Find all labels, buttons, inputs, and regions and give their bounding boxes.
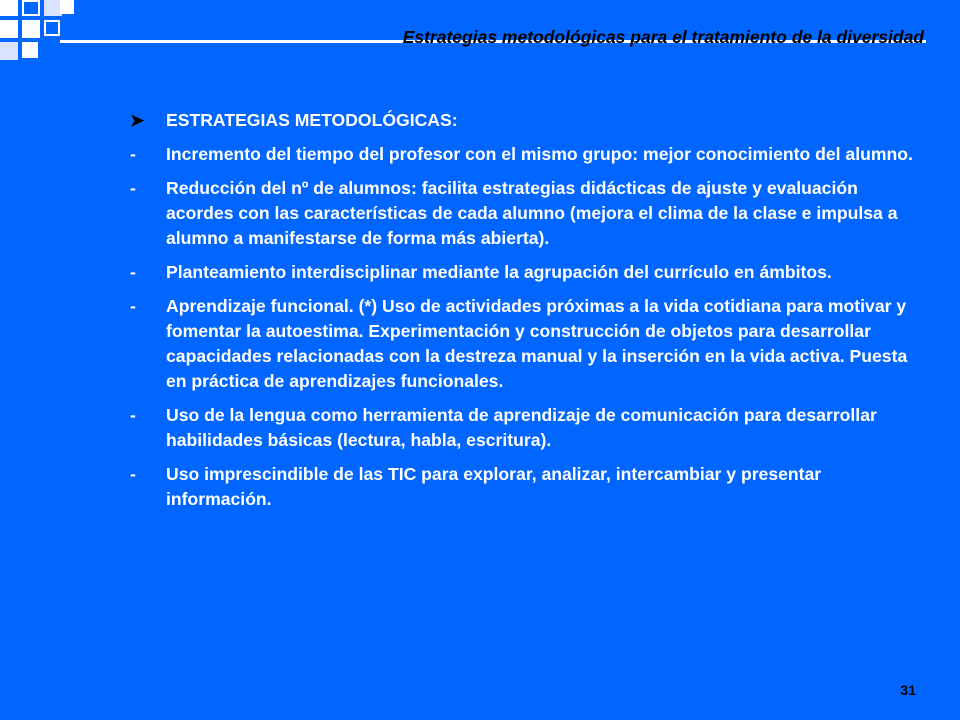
decor-square <box>22 0 40 16</box>
page-number: 31 <box>900 682 916 698</box>
arrow-bullet-icon: ➤ <box>130 111 145 130</box>
decor-square <box>0 20 18 38</box>
list-item-text: Incremento del tiempo del profesor con el mismo grupo: mejor conocimiento del alumno. <box>166 144 913 164</box>
dash-bullet: - <box>130 144 136 164</box>
dash-bullet: - <box>130 464 136 484</box>
heading-text: ESTRATEGIAS METODOLÓGICAS: <box>166 110 458 130</box>
page-title: Estrategias metodológicas para el tratamiento de la diversidad <box>402 27 924 47</box>
dash-bullet: - <box>130 178 136 198</box>
list-item <box>130 403 930 453</box>
decor-square <box>0 42 18 60</box>
decor-square <box>0 0 18 16</box>
list-item-text: Planteamiento interdisciplinar mediante la agrupación del currículo en ámbitos. <box>166 262 832 282</box>
dash-bullet: - <box>130 405 136 425</box>
list-item-text: Uso de la lengua como herramienta de aprendizaje de comunicación para desarrollar habilidades básicas (lectura, habla, escritura). <box>166 405 877 450</box>
dash-bullet: - <box>130 296 136 316</box>
decor-square <box>44 20 60 36</box>
decor-square <box>60 0 74 14</box>
dash-bullet: - <box>130 262 136 282</box>
list-item <box>130 176 930 251</box>
decor-square <box>22 20 40 38</box>
list-item <box>130 260 930 285</box>
list-item-text: Aprendizaje funcional. (*) Uso de actividades próximas a la vida cotidiana para motivar y fomentar la autoestima. Experimentación y construcción de objetos para desarrollar capacidades relacionadas con la destreza manual y la inserción en la vida activa. Puesta en práctica de aprendizajes funcionales. <box>166 296 908 391</box>
list-item-text: Reducción del nº de alumnos: facilita estrategias didácticas de ajuste y evaluación acordes con las características de cada alumno (mejora el clima de la clase e impulsa a alumno a manifestarse de forma más abierta). <box>166 178 898 248</box>
section-heading <box>130 108 930 133</box>
corner-decoration <box>0 0 80 70</box>
list-item <box>130 294 930 394</box>
list-item-text: Uso imprescindible de las TIC para explorar, analizar, intercambiar y presentar información. <box>166 464 822 509</box>
list-item <box>130 462 930 512</box>
slide-content <box>130 108 930 521</box>
decor-square <box>22 42 38 58</box>
list-item <box>130 142 930 167</box>
